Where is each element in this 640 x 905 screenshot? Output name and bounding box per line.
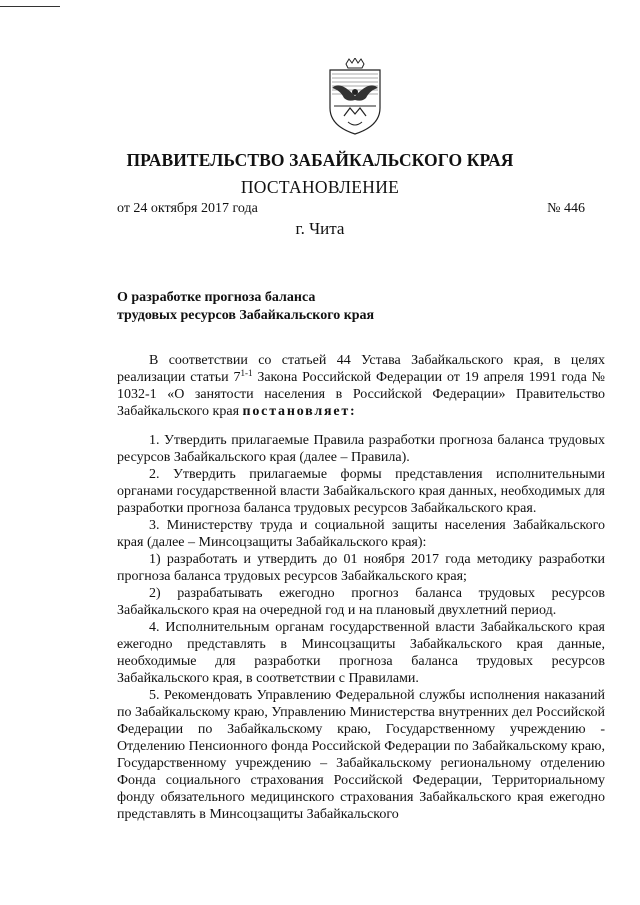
doc-city: г. Чита — [295, 219, 345, 238]
item-3-2: 2) разрабатывать ежегодно прогноз баланса трудовых ресурсов Забайкальского края на очередной год и на плановый двухлетний период. — [117, 586, 605, 618]
doc-date: от 24 октября 2017 года — [117, 201, 258, 216]
decree-word: постановляет: — [242, 404, 357, 419]
subject-line-2: трудовых ресурсов Забайкальского края — [117, 308, 375, 323]
doc-subject — [117, 289, 374, 325]
subject-line-1: О разработке прогноза баланса — [117, 290, 316, 305]
item-5: 5. Рекомендовать Управлению Федеральной службы исполнения наказаний по Забайкальскому краю, Управлению Министерства внутренних дел Российской Федерации по Забайкальскому краю, Государственному учреждению - Отделению Пенсионного фонда Российской Федерации по Забайкальскому краю, Государственному учреждению – Забайкальскому региональному отделению Фонда социального страхования Российской Федерации, Территориальному фонду обязательного медицинского страхования Забайкальского края ежегодно представлять в Минсоцзащиты Забайкальского — [117, 688, 605, 822]
preamble-text-1: В соответствии со статьей 44 Устава Забайкальского края, в целях реализации статьи 7 — [117, 353, 605, 385]
doc-body — [117, 352, 605, 823]
preamble-sup: 1-1 — [240, 368, 253, 378]
preamble-text-2: Закона Российской Федерации от 19 апреля 1991 года № 1032-1 «О занятости населения в Российской Федерации» Правительство Забайкальского края — [117, 370, 605, 419]
org-title: ПРАВИТЕЛЬСТВО ЗАБАЙКАЛЬСКОГО КРАЯ — [126, 150, 514, 170]
item-1: 1. Утвердить прилагаемые Правила разработки прогноза баланса трудовых ресурсов Забайкальского края (далее – Правила). — [117, 433, 605, 465]
item-3-1: 1) разработать и утвердить до 01 ноября 2017 года методику разработки прогноза баланса трудовых ресурсов Забайкальского края; — [117, 552, 605, 584]
doc-type: ПОСТАНОВЛЕНИЕ — [240, 177, 400, 197]
coat-of-arms-icon — [322, 58, 388, 136]
item-4: 4. Исполнительным органам государственной власти Забайкальского края ежегодно представлять в Минсоцзащиты Забайкальского края данные, необходимые для разработки прогноза баланса трудовых ресурсов Забайкальского края, в соответствии с Правилами. — [117, 620, 605, 686]
top-rule — [0, 6, 60, 7]
doc-number: № 446 — [547, 201, 585, 216]
item-3: 3. Министерству труда и социальной защиты населения Забайкальского края (далее – Минсоцзащиты Забайкальского края): — [117, 518, 605, 550]
preamble — [117, 352, 605, 420]
item-2: 2. Утвердить прилагаемые формы представления исполнительными органами государственной власти Забайкальского края данных, необходимых для разработки прогноза баланса трудовых ресурсов Забайкальского края. — [117, 467, 605, 516]
